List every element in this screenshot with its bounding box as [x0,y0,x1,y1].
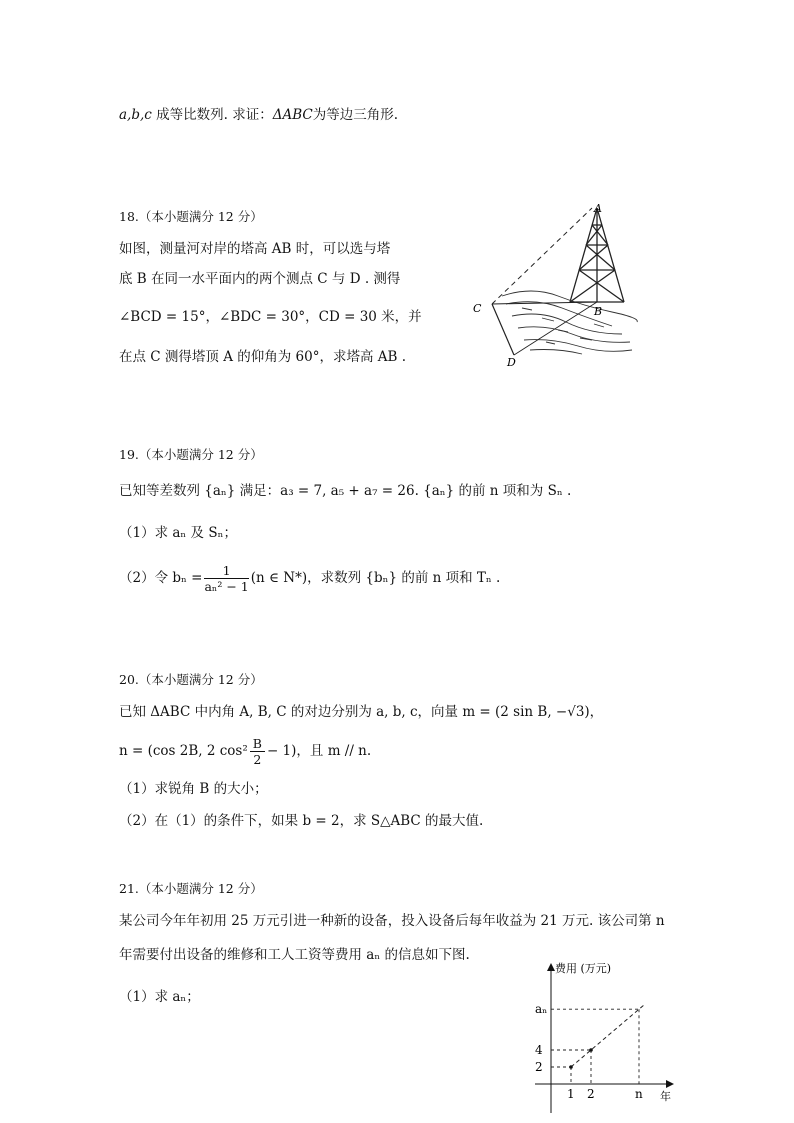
q21-line-2: 年需要付出设备的维修和工人工资等费用 aₙ 的信息如下图. [119,947,470,963]
cost-chart [515,958,695,1118]
q19-part2-pre: （2）令 bₙ = [119,570,203,586]
data-point-1 [569,1065,573,1069]
chart-xlabel: 年 [660,1090,671,1103]
chart-ylabel: 费用 (万元) [555,962,612,975]
q20-frac-num: B [250,736,265,752]
x-tick-label-2: 2 [587,1087,595,1101]
q18-line-1: 如图，测量河对岸的塔高 AB 时，可以选与塔 [119,241,391,257]
q20-line2-pre: n = (cos 2B, 2 cos² [119,743,248,759]
q21-line-1: 某公司今年年初用 25 万元引进一种新的设备，投入设备后每年收益为 21 万元. 该公司第 n [119,913,665,929]
label-D: D [507,356,516,369]
series-line [571,1004,645,1067]
q20-header: 20.（本小题满分 12 分） [119,672,263,687]
q18-header: 18.（本小题满分 12 分） [119,209,263,224]
q19-part-2 [119,563,500,594]
q21-part-1: （1）求 aₙ； [119,989,200,1005]
q19-header: 19.（本小题满分 12 分） [119,447,263,462]
q20-line-2 [119,736,371,767]
q20-fraction [250,736,265,767]
q20-line2-post: − 1)，且 m // n. [266,743,372,759]
top-text-2: 为等边三角形. [312,107,399,123]
y-tick-label-1: 2 [535,1060,543,1074]
q19-frac-den: aₙ² − 1 [204,579,249,594]
y-tick-label-2: 4 [535,1043,543,1057]
q19-frac-num: 1 [204,563,248,579]
x-tick-label-3: n [635,1087,643,1101]
tower-figure [462,200,642,370]
x-tick-label-1: 1 [567,1087,575,1101]
q20-part-1: （1）求锐角 B 的大小； [119,781,268,797]
q19-part2-post: (n ∈ N*)，求数列 {bₙ} 的前 n 项和 Tₙ . [250,570,501,586]
triangle-abc: ΔABC [272,107,313,123]
q20-frac-den: 2 [253,752,262,767]
y-tick-label-3: aₙ [535,1002,548,1017]
label-A: A [594,202,602,215]
q19-line-1: 已知等差数列 {aₙ} 满足：a₃ = 7, a₅ + a₇ = 26. {aₙ} 的前 n 项和为 Sₙ . [119,483,572,499]
q21-header: 21.（本小题满分 12 分） [119,881,263,896]
q19-fraction [204,563,248,594]
q20-line-1: 已知 ΔABC 中内角 A, B, C 的对边分别为 a, b, c，向量 m = (2 sin B, −√3)， [119,704,604,720]
top-text-1: 成等比数列. 求证： [156,107,273,123]
vars-abc: a,b,c [119,107,152,123]
q19-part-1: （1）求 aₙ 及 Sₙ； [119,525,237,541]
q18-line-4: 在点 C 测得塔顶 A 的仰角为 60°，求塔高 AB . [119,349,407,365]
label-B: B [594,305,603,318]
data-point-2 [589,1048,593,1052]
q18-line-3: ∠BCD = 15°，∠BDC = 30°，CD = 30 米，并 [119,309,422,325]
label-C: C [473,302,482,315]
q20-part-2: （2）在（1）的条件下，如果 b = 2，求 S△ABC 的最大值. [119,813,484,829]
top-line [119,106,398,124]
q18-line-2: 底 B 在同一水平面内的两个测点 C 与 D . 测得 [119,271,401,287]
